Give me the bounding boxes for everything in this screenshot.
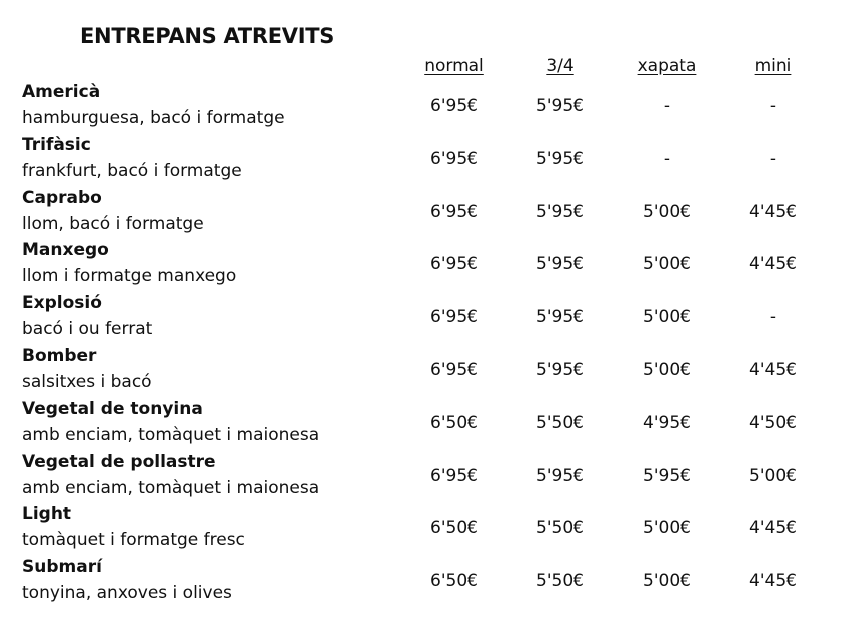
menu-item-light [0, 503, 841, 556]
menu-item-bomber [0, 345, 841, 398]
menu-item-vegetal-de-tonyina [0, 398, 841, 451]
price-three-quarters: 5'95€ [536, 254, 584, 275]
price-three-quarters: 5'50€ [536, 412, 584, 433]
price-normal: 6'50€ [430, 571, 478, 592]
price-normal: 6'95€ [430, 96, 478, 116]
item-name: Caprabo [22, 187, 102, 208]
item-name: Vegetal de tonyina [22, 398, 203, 419]
price-mini: 4'45€ [749, 359, 797, 380]
price-normal: 6'95€ [430, 465, 478, 486]
price-xapata: 5'00€ [643, 571, 691, 592]
price-xapata: 5'95€ [643, 465, 691, 486]
item-name: Manxego [22, 240, 109, 261]
price-mini: 5'00€ [749, 465, 797, 486]
price-mini: 4'45€ [749, 571, 797, 592]
item-name: Americà [22, 82, 101, 102]
price-normal: 6'95€ [430, 201, 478, 222]
price-three-quarters: 5'95€ [536, 465, 584, 486]
price-mini: - [769, 96, 777, 116]
item-description: tonyina, anxoves i olives [22, 583, 232, 604]
price-xapata: 5'00€ [643, 254, 691, 275]
price-normal: 6'50€ [430, 518, 478, 539]
price-xapata: 5'00€ [643, 359, 691, 380]
item-description: salsitxes i bacó [22, 371, 152, 392]
menu-item-vegetal-de-pollastre [0, 451, 841, 504]
item-description: bacó i ou ferrat [22, 319, 153, 340]
menu-item-submari [0, 556, 841, 609]
column-header-normal: normal [424, 56, 484, 76]
item-name: Explosió [22, 293, 102, 314]
column-header-three-quarters: 3/4 [546, 56, 574, 76]
item-description: tomàquet i formatge fresc [22, 530, 245, 551]
item-name: Bomber [22, 345, 97, 366]
price-normal: 6'95€ [430, 307, 478, 328]
price-xapata: - [663, 148, 671, 169]
price-three-quarters: 5'50€ [536, 571, 584, 592]
item-description: amb enciam, tomàquet i maionesa [22, 477, 320, 498]
column-header-mini: mini [754, 56, 792, 76]
item-name: Light [22, 504, 72, 525]
item-description: hamburguesa, bacó i formatge [22, 108, 285, 128]
price-three-quarters: 5'95€ [536, 96, 584, 116]
menu-item-manxego [0, 239, 841, 292]
price-three-quarters: 5'95€ [536, 201, 584, 222]
price-three-quarters: 5'50€ [536, 518, 584, 539]
item-description: llom i formatge manxego [22, 266, 237, 287]
column-header-xapata: xapata [637, 56, 697, 76]
item-description: frankfurt, bacó i formatge [22, 160, 242, 181]
price-normal: 6'95€ [430, 359, 478, 380]
price-three-quarters: 5'95€ [536, 359, 584, 380]
price-xapata: 5'00€ [643, 307, 691, 328]
price-xapata: 5'00€ [643, 201, 691, 222]
menu-item-america [0, 81, 841, 134]
item-name: Vegetal de pollastre [22, 451, 216, 472]
price-normal: 6'95€ [430, 254, 478, 275]
menu-item-trifasic [0, 134, 841, 187]
price-three-quarters: 5'95€ [536, 307, 584, 328]
menu-title: ENTREPANS ATREVITS [80, 24, 335, 48]
price-mini: - [769, 307, 777, 328]
item-name: Trifàsic [22, 134, 91, 155]
item-name: Submarí [22, 557, 102, 578]
menu-item-caprabo [0, 187, 841, 240]
price-normal: 6'50€ [430, 412, 478, 433]
price-xapata: - [663, 96, 671, 116]
price-mini: 4'45€ [749, 518, 797, 539]
item-description: llom, bacó i formatge [22, 213, 204, 234]
menu-item-explosio [0, 292, 841, 345]
price-xapata: 4'95€ [643, 412, 691, 433]
price-three-quarters: 5'95€ [536, 148, 584, 169]
price-xapata: 5'00€ [643, 518, 691, 539]
price-normal: 6'95€ [430, 148, 478, 169]
price-mini: 4'50€ [749, 412, 797, 433]
price-mini: - [769, 148, 777, 169]
price-mini: 4'45€ [749, 254, 797, 275]
price-mini: 4'45€ [749, 201, 797, 222]
menu-item-list [0, 81, 841, 609]
item-description: amb enciam, tomàquet i maionesa [22, 424, 320, 445]
